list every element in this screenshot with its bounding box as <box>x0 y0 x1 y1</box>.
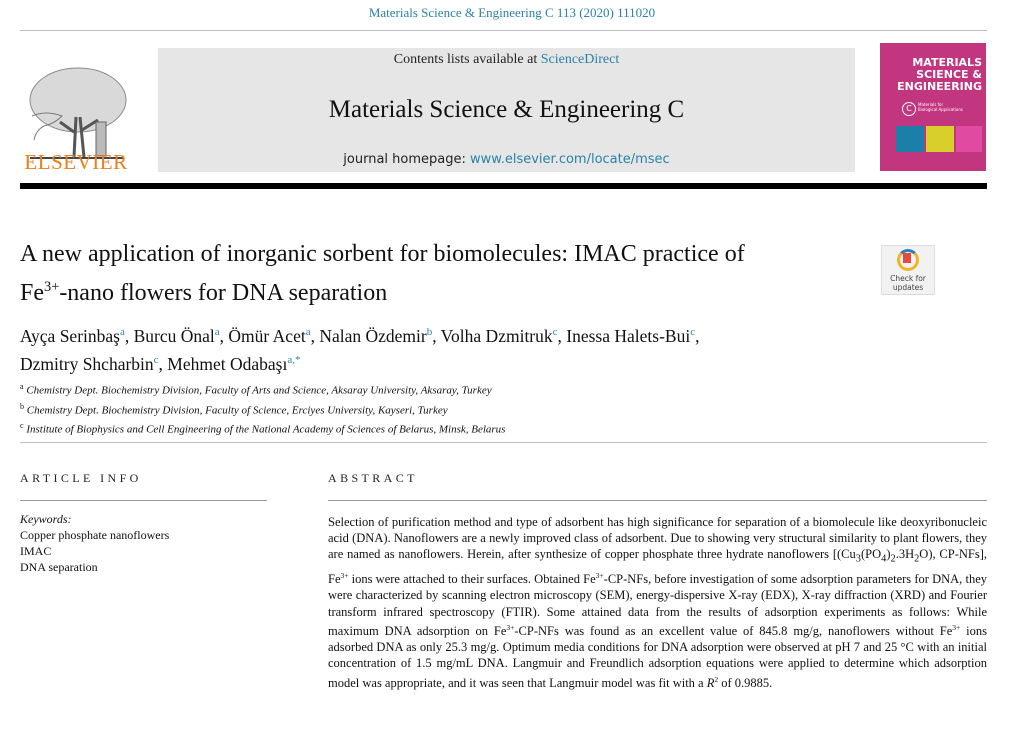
check-for-updates-button[interactable] <box>881 245 935 295</box>
cover-title <box>888 57 982 93</box>
title-superscript: 3+ <box>44 279 60 295</box>
author-separator: , <box>310 325 320 346</box>
title-fe: Fe <box>20 280 44 306</box>
author-name[interactable]: Burcu Önal <box>133 325 215 346</box>
author-name[interactable]: Nalan Özdemir <box>319 325 427 346</box>
homepage-line <box>158 152 855 167</box>
top-divider <box>20 30 987 31</box>
affiliation-mark: a <box>20 382 24 391</box>
author-separator: , <box>124 325 134 346</box>
author-name[interactable]: Mehmet Odabaşı <box>167 353 288 374</box>
affiliation-text: Chemistry Dept. Biochemistry Division, Faculty of Science, Erciyes University, Kayseri, Turkey <box>26 404 448 417</box>
article-info-heading: ARTICLE INFO <box>20 471 142 485</box>
author-affiliation-mark[interactable]: c <box>552 326 558 338</box>
author-name[interactable]: Ayça Serinbaş <box>20 325 120 346</box>
contents-line <box>158 52 855 68</box>
author-affiliation-mark[interactable]: a,* <box>287 353 301 366</box>
cover-line-3: ENGINEERING <box>897 80 982 93</box>
cover-subtitle-1: Materials for <box>918 102 944 107</box>
homepage-prefix: journal homepage: <box>343 152 471 167</box>
section-divider <box>20 442 987 443</box>
cover-image-yellow <box>926 126 954 152</box>
author-separator: , <box>557 325 567 346</box>
cover-image-pink <box>956 126 982 152</box>
keyword[interactable]: Copper phosphate nanoflowers <box>20 528 170 542</box>
cover-line-1: MATERIALS <box>912 56 982 69</box>
author-list <box>20 320 880 376</box>
check-updates-label <box>882 275 934 292</box>
affiliation-list <box>20 379 720 438</box>
affiliation-mark: c <box>20 421 24 431</box>
journal-banner <box>158 48 855 172</box>
title-rest: -nano flowers for DNA separation <box>59 280 388 306</box>
author-separator: , <box>432 325 441 346</box>
article-info-rule <box>20 500 267 501</box>
author-separator: , <box>695 325 700 346</box>
author-name[interactable]: Volha Dzmitruk <box>440 325 553 346</box>
author-separator: , <box>158 353 168 374</box>
check-updates-line-2: updates <box>892 282 924 292</box>
homepage-link[interactable]: www.elsevier.com/locate/msec <box>470 152 670 167</box>
author-name[interactable]: Ömür Acet <box>228 325 306 346</box>
affiliation <box>20 418 720 438</box>
elsevier-wordmark[interactable]: ELSEVIER <box>24 150 128 174</box>
abstract-heading: ABSTRACT <box>328 471 418 485</box>
cover-subtitle <box>918 102 963 112</box>
bookmark-icon <box>903 253 911 263</box>
check-updates-line-1: Check for <box>890 274 926 283</box>
affiliation <box>20 399 720 419</box>
cover-section-letter: C <box>902 102 916 116</box>
affiliation-text: Chemistry Dept. Biochemistry Division, Faculty of Arts and Science, Aksaray University, Aksaray, Turkey <box>26 384 492 397</box>
author-affiliation-mark[interactable]: c <box>153 353 159 366</box>
journal-cover[interactable] <box>880 43 986 171</box>
header-thick-divider <box>20 183 987 189</box>
abstract-rule <box>328 500 987 501</box>
journal-title: Materials Science & Engineering C <box>328 96 685 123</box>
author-name[interactable]: Dzmitry Shcharbin <box>20 353 154 374</box>
affiliation <box>20 379 720 399</box>
keywords-list <box>20 527 169 575</box>
author-affiliation-mark[interactable]: c <box>690 326 696 338</box>
title-line-1: A new application of inorganic sorbent for biomolecules: IMAC practice of <box>20 241 745 267</box>
cover-image-blue <box>896 126 924 152</box>
author-separator: , <box>219 325 229 346</box>
cover-subtitle-2: Biological Applications <box>918 107 963 112</box>
keywords-label: Keywords: <box>20 512 72 526</box>
sciencedirect-link[interactable]: ScienceDirect <box>540 52 620 67</box>
contents-prefix: Contents lists available at <box>393 52 541 67</box>
author-name[interactable]: Inessa Halets-Bui <box>566 325 691 346</box>
keyword[interactable]: DNA separation <box>20 560 98 574</box>
journal-citation[interactable]: Materials Science & Engineering C 113 (2020) 111020 <box>368 5 656 20</box>
author-affiliation-mark[interactable]: a <box>119 326 125 338</box>
abstract-text: Selection of purification method and type of adsorbent has high significance for separation of a biomolecule like deoxyribonucleic acid (DNA). Nanoflowers are a newly improved class of adsorbent. Due to showing very structural similarity to plant flowers, they are named as nanoflowers. Herein, after synthesize of copper phosphate three hydrate nanoflowers [$(Cu_3(PO_4)_2.3H_2O)$, CP-NFs], $Fe^{3+}$ ions were attached to their surfaces. Obtained $Fe^{3+}-CP$-NFs, before investigation of some adsorption parameters for DNA, they were characterized by scanning electron microscopy (SEM), energy-dispersive X-ray (EDX), X-ray diffraction (XRD) and Fourier transform infrared spectroscopy (FTIR). Some attained data from the results of adsorption experiments as follows: While maximum DNA adsorption on $Fe^{3+}-CP$-NFs was found as an excellent value of 845.8 mg/g, nanoflowers without $Fe^{3+}$ ions adsorbed DNA as only 25.3 mg/g. Optimum media conditions for DNA adsorption were observed at pH 7 and 25 °C with an initial concentration of 1.5 mg/mL DNA. Langmuir and Freundlich adsorption equations were applied to determine which adsorption model was appropriate, and it was seen that Langmuir model was fit with a $R^2$ of 0.9885. <box>328 515 988 690</box>
article-title <box>20 238 870 310</box>
affiliation-text: Institute of Biophysics and Cell Engineering of the National Academy of Sciences of Belarus, Minsk, Belarus <box>26 423 506 436</box>
author-affiliation-mark[interactable]: b <box>426 326 433 338</box>
author-affiliation-mark[interactable]: a <box>305 326 311 338</box>
author-affiliation-mark[interactable]: a <box>214 326 220 338</box>
cover-line-2: SCIENCE & <box>916 68 982 81</box>
keyword[interactable]: IMAC <box>20 544 52 558</box>
affiliation-mark: b <box>20 401 24 411</box>
